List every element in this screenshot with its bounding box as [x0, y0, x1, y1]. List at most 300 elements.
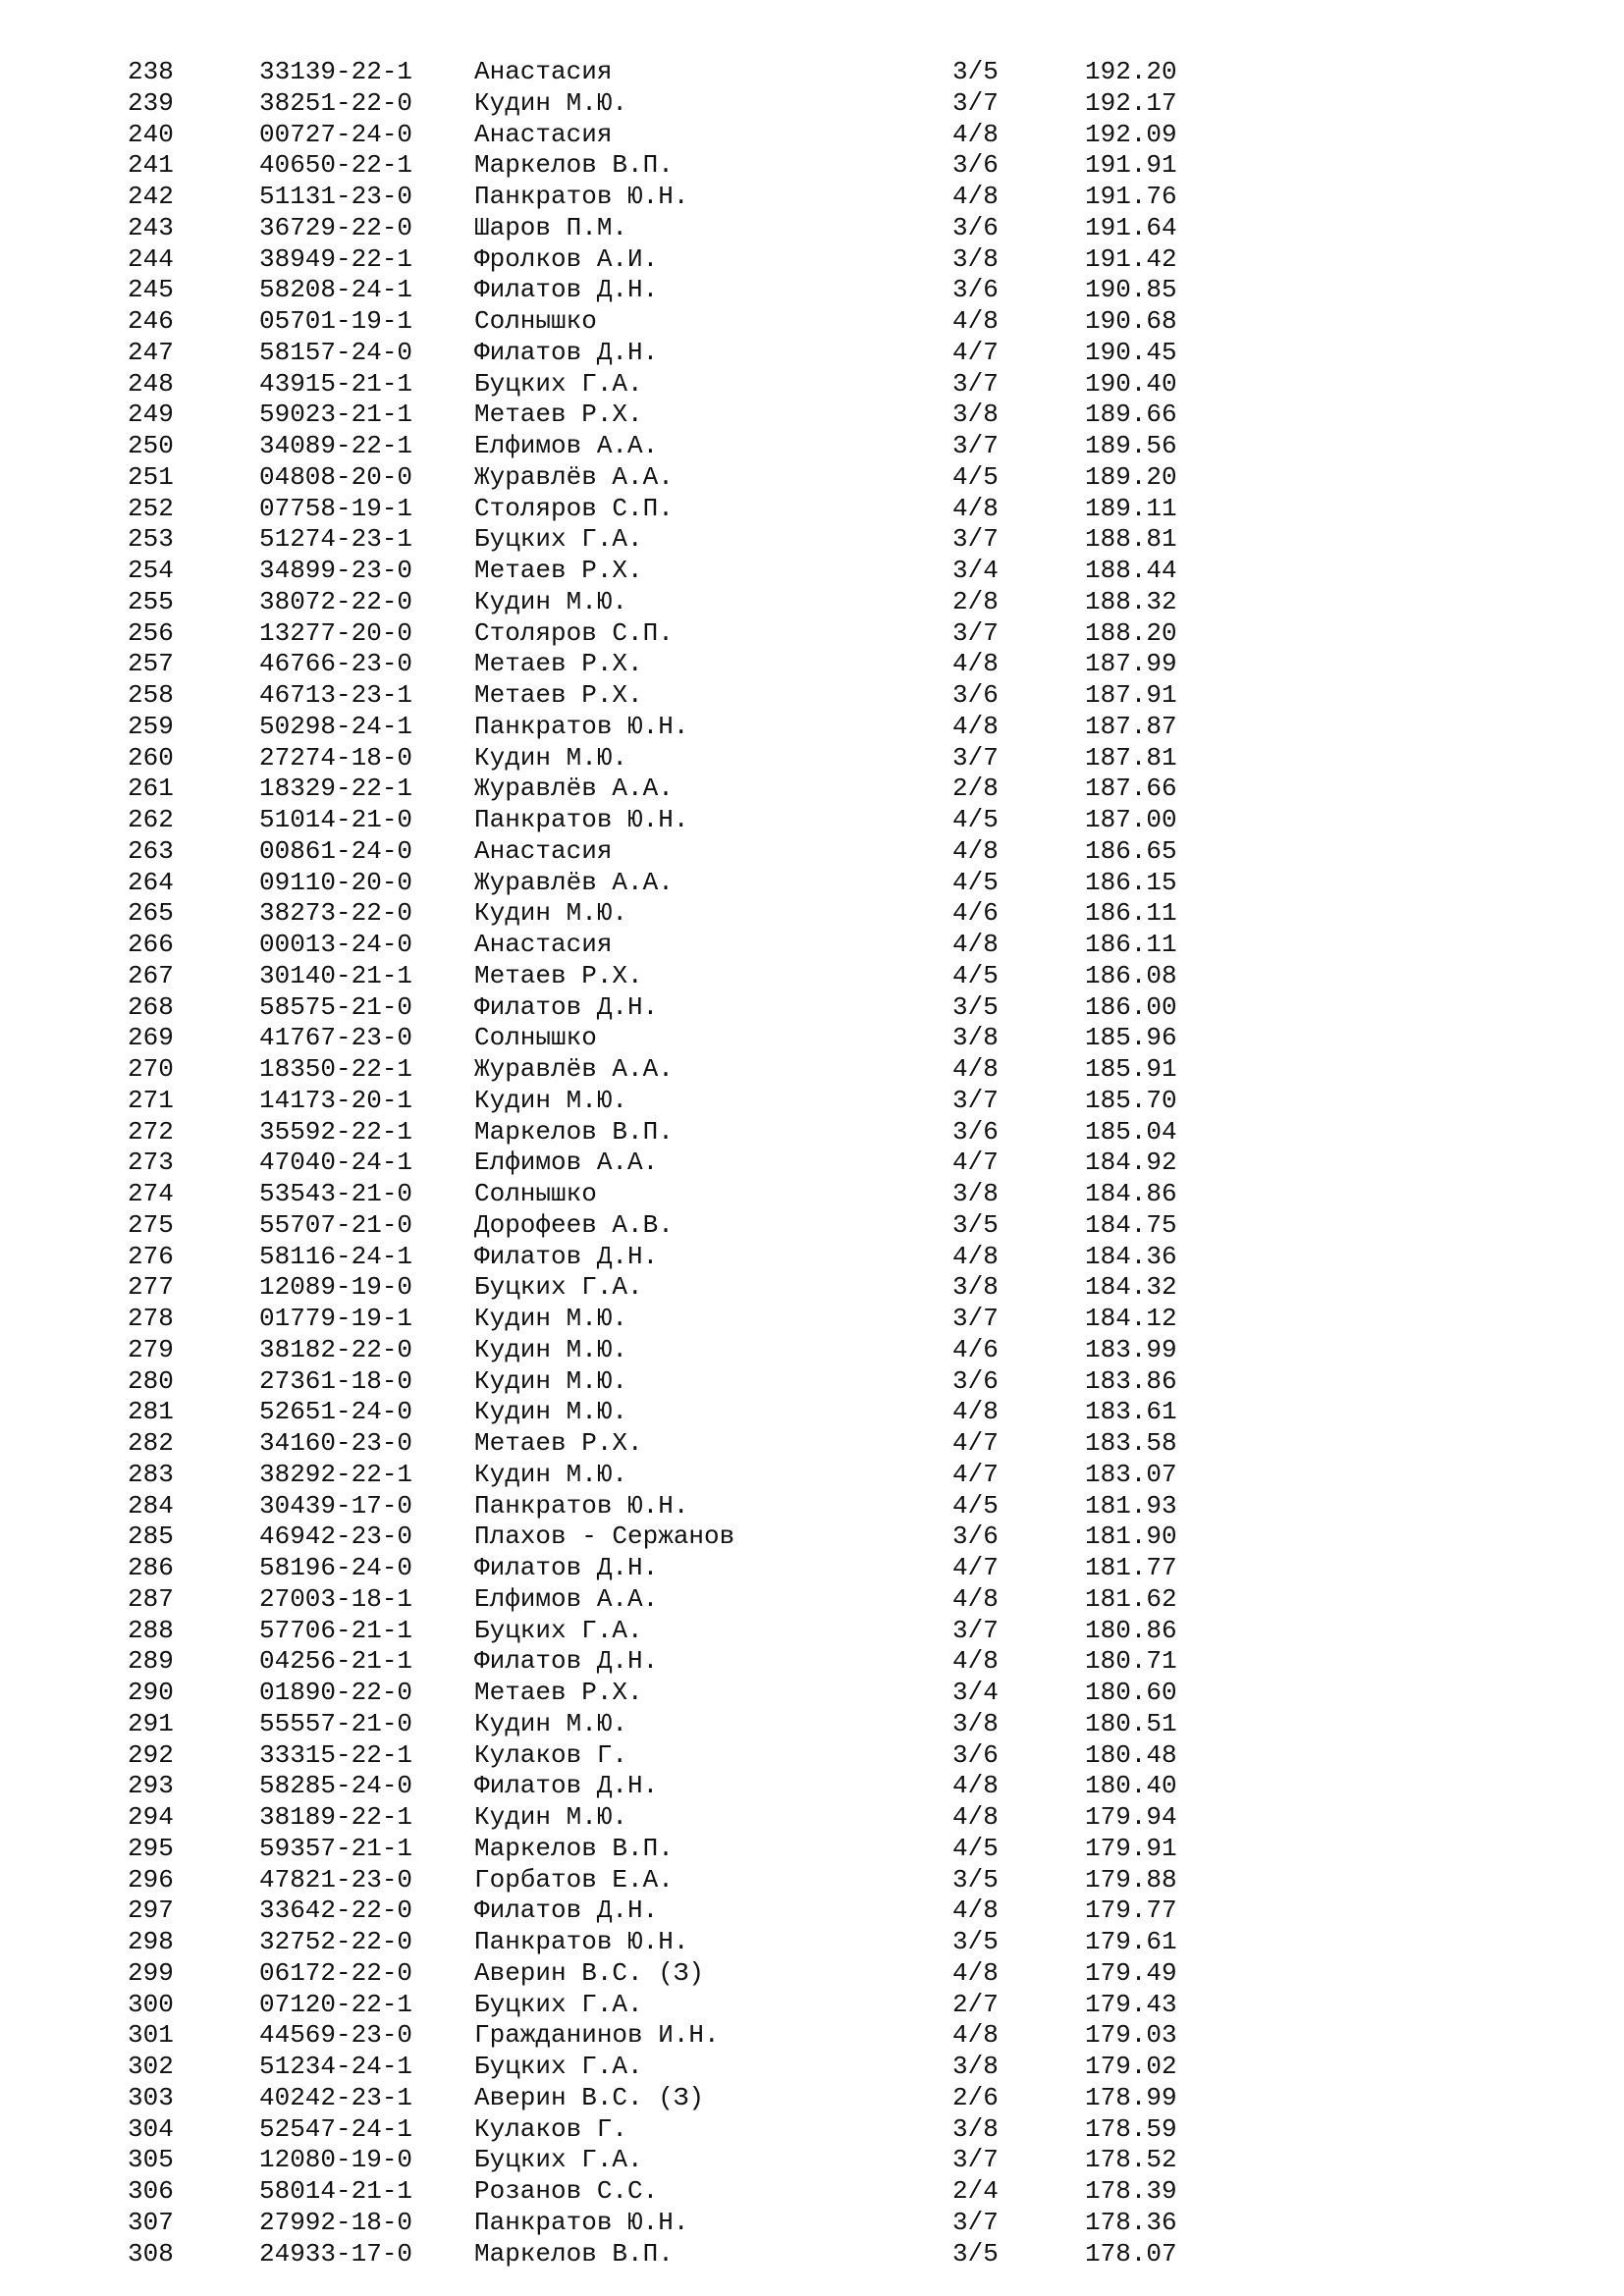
list-item — [0, 338, 1624, 369]
ratio-cell: 3/8 — [952, 1179, 999, 1208]
ratio-cell: 4/8 — [952, 493, 999, 523]
id-cell: 01779-19-1 — [259, 1304, 413, 1333]
name-cell: Метаев Р.Х. — [474, 1678, 643, 1707]
score-cell: 181.90 — [1085, 1522, 1177, 1552]
id-cell: 46942-23-0 — [259, 1522, 413, 1552]
ratio-cell: 3/8 — [952, 2052, 999, 2081]
rank-cell: 274 — [128, 1179, 174, 1208]
ratio-cell: 4/8 — [952, 1771, 999, 1801]
rank-cell: 265 — [128, 898, 174, 929]
list-item — [0, 1086, 1624, 1117]
score-cell: 185.96 — [1085, 1023, 1177, 1053]
list-item — [0, 120, 1624, 151]
rank-cell: 264 — [128, 867, 174, 897]
score-cell: 186.15 — [1085, 867, 1177, 897]
id-cell: 55557-21-0 — [259, 1708, 413, 1738]
score-cell: 192.09 — [1085, 119, 1177, 149]
rank-cell: 291 — [128, 1708, 174, 1738]
list-item — [0, 712, 1624, 743]
name-cell: Кудин М.Ю. — [474, 1397, 628, 1427]
rank-cell: 288 — [128, 1615, 174, 1645]
list-item — [0, 1646, 1624, 1678]
score-cell: 178.39 — [1085, 2176, 1177, 2206]
rank-cell: 243 — [128, 212, 174, 242]
ratio-cell: 3/7 — [952, 368, 999, 399]
list-item — [0, 1397, 1624, 1428]
rank-cell: 240 — [128, 119, 174, 149]
rank-cell: 294 — [128, 1802, 174, 1832]
list-item — [0, 587, 1624, 618]
rank-cell: 275 — [128, 1209, 174, 1240]
ratio-cell: 3/6 — [952, 680, 999, 710]
list-item — [0, 524, 1624, 556]
name-cell: Метаев Р.Х. — [474, 400, 643, 430]
score-cell: 181.77 — [1085, 1553, 1177, 1582]
id-cell: 43915-21-1 — [259, 368, 413, 399]
list-item — [0, 1896, 1624, 1927]
list-item — [0, 431, 1624, 462]
rank-cell: 267 — [128, 960, 174, 990]
ratio-cell: 3/5 — [952, 1209, 999, 1240]
list-item — [0, 462, 1624, 494]
name-cell: Филатов Д.Н. — [474, 1553, 659, 1582]
score-cell: 178.99 — [1085, 2082, 1177, 2112]
list-item — [0, 494, 1624, 525]
ratio-cell: 4/8 — [952, 2020, 999, 2051]
name-cell: Метаев Р.Х. — [474, 556, 643, 585]
id-cell: 13277-20-0 — [259, 617, 413, 648]
name-cell: Филатов Д.Н. — [474, 1241, 659, 1271]
rank-cell: 287 — [128, 1583, 174, 1614]
score-cell: 185.91 — [1085, 1054, 1177, 1084]
list-item — [0, 805, 1624, 836]
list-item — [0, 1272, 1624, 1304]
rank-cell: 296 — [128, 1864, 174, 1895]
list-item — [0, 1491, 1624, 1522]
name-cell: Аверин В.С. (З) — [474, 2082, 705, 2112]
ratio-cell: 3/6 — [952, 275, 999, 305]
ratio-cell: 4/8 — [952, 835, 999, 866]
ratio-cell: 3/7 — [952, 1615, 999, 1645]
name-cell: Панкратов Ю.Н. — [474, 1927, 689, 1956]
rank-cell: 262 — [128, 805, 174, 834]
ratio-cell: 3/8 — [952, 400, 999, 430]
ratio-cell: 2/4 — [952, 2176, 999, 2206]
id-cell: 27274-18-0 — [259, 742, 413, 773]
rank-cell: 271 — [128, 1085, 174, 1115]
rank-cell: 246 — [128, 306, 174, 336]
id-cell: 00861-24-0 — [259, 835, 413, 866]
name-cell: Филатов Д.Н. — [474, 337, 659, 367]
ratio-cell: 4/8 — [952, 1054, 999, 1084]
rank-cell: 273 — [128, 1148, 174, 1178]
list-item — [0, 2145, 1624, 2176]
rank-cell: 307 — [128, 2207, 174, 2237]
list-item — [0, 1865, 1624, 1896]
score-cell: 186.11 — [1085, 898, 1177, 929]
rank-cell: 278 — [128, 1304, 174, 1333]
ratio-cell: 4/7 — [952, 1428, 999, 1458]
score-cell: 191.76 — [1085, 182, 1177, 211]
score-cell: 178.07 — [1085, 2238, 1177, 2269]
ratio-cell: 3/7 — [952, 1085, 999, 1115]
rank-cell: 280 — [128, 1365, 174, 1396]
rank-cell: 293 — [128, 1771, 174, 1801]
list-item — [0, 1179, 1624, 1210]
rank-cell: 290 — [128, 1678, 174, 1707]
ratio-cell: 3/7 — [952, 2145, 999, 2175]
score-cell: 184.36 — [1085, 1241, 1177, 1271]
rank-cell: 276 — [128, 1241, 174, 1271]
score-cell: 184.92 — [1085, 1148, 1177, 1178]
name-cell: Журавлёв А.А. — [474, 461, 674, 492]
id-cell: 57706-21-1 — [259, 1615, 413, 1645]
ratio-cell: 3/4 — [952, 1678, 999, 1707]
score-cell: 187.00 — [1085, 805, 1177, 834]
name-cell: Горбатов Е.А. — [474, 1864, 674, 1895]
score-cell: 184.12 — [1085, 1304, 1177, 1333]
score-cell: 187.87 — [1085, 711, 1177, 741]
ratio-cell: 3/5 — [952, 57, 999, 86]
rank-cell: 285 — [128, 1522, 174, 1552]
ratio-cell: 4/6 — [952, 898, 999, 929]
name-cell: Панкратов Ю.Н. — [474, 2207, 689, 2237]
ratio-cell: 4/8 — [952, 1896, 999, 1926]
score-cell: 180.86 — [1085, 1615, 1177, 1645]
ratio-cell: 3/8 — [952, 243, 999, 274]
id-cell: 32752-22-0 — [259, 1927, 413, 1956]
list-item — [0, 961, 1624, 992]
score-cell: 188.81 — [1085, 524, 1177, 555]
rank-cell: 292 — [128, 1739, 174, 1770]
id-cell: 58208-24-1 — [259, 275, 413, 305]
id-cell: 58196-24-0 — [259, 1553, 413, 1582]
name-cell: Аверин В.С. (З) — [474, 1957, 705, 1988]
ratio-cell: 3/5 — [952, 1927, 999, 1956]
ratio-cell: 3/7 — [952, 524, 999, 555]
rank-cell: 247 — [128, 337, 174, 367]
ratio-cell: 3/6 — [952, 1116, 999, 1147]
rank-cell: 304 — [128, 2113, 174, 2144]
list-item — [0, 1304, 1624, 1335]
score-cell: 179.49 — [1085, 1957, 1177, 1988]
score-cell: 181.93 — [1085, 1490, 1177, 1521]
ratio-cell: 3/7 — [952, 431, 999, 460]
list-item — [0, 1709, 1624, 1740]
id-cell: 07758-19-1 — [259, 493, 413, 523]
name-cell: Анастасия — [474, 930, 613, 959]
rank-cell: 266 — [128, 930, 174, 959]
score-cell: 184.75 — [1085, 1209, 1177, 1240]
ratio-cell: 3/8 — [952, 1023, 999, 1053]
name-cell: Розанов С.С. — [474, 2176, 659, 2206]
id-cell: 58014-21-1 — [259, 2176, 413, 2206]
score-cell: 178.52 — [1085, 2145, 1177, 2175]
list-item — [0, 774, 1624, 805]
name-cell: Буцких Г.А. — [474, 1615, 643, 1645]
list-item — [0, 57, 1624, 88]
list-item — [0, 2208, 1624, 2239]
list-item — [0, 182, 1624, 213]
ratio-cell: 4/5 — [952, 960, 999, 990]
ratio-cell: 4/8 — [952, 1241, 999, 1271]
list-item — [0, 1802, 1624, 1834]
list-item — [0, 150, 1624, 182]
score-cell: 184.86 — [1085, 1179, 1177, 1208]
id-cell: 34089-22-1 — [259, 431, 413, 460]
rank-cell: 272 — [128, 1116, 174, 1147]
id-cell: 38189-22-1 — [259, 1802, 413, 1832]
id-cell: 33642-22-0 — [259, 1896, 413, 1926]
id-cell: 46713-23-1 — [259, 680, 413, 710]
id-cell: 01890-22-0 — [259, 1678, 413, 1707]
rank-cell: 301 — [128, 2020, 174, 2051]
name-cell: Столяров С.П. — [474, 617, 674, 648]
list-item — [0, 1023, 1624, 1054]
ratio-cell: 3/7 — [952, 87, 999, 118]
list-item — [0, 1460, 1624, 1491]
name-cell: Кудин М.Ю. — [474, 1085, 628, 1115]
score-cell: 178.59 — [1085, 2113, 1177, 2144]
id-cell: 55707-21-0 — [259, 1209, 413, 1240]
id-cell: 04808-20-0 — [259, 461, 413, 492]
score-cell: 180.40 — [1085, 1771, 1177, 1801]
score-cell: 188.32 — [1085, 586, 1177, 616]
name-cell: Буцких Г.А. — [474, 1272, 643, 1303]
list-item — [0, 213, 1624, 244]
list-item — [0, 1990, 1624, 2021]
rank-cell: 305 — [128, 2145, 174, 2175]
score-cell: 184.32 — [1085, 1272, 1177, 1303]
name-cell: Кудин М.Ю. — [474, 898, 628, 929]
score-cell: 183.61 — [1085, 1397, 1177, 1427]
score-cell: 179.43 — [1085, 1989, 1177, 2019]
id-cell: 59023-21-1 — [259, 400, 413, 430]
id-cell: 38273-22-0 — [259, 898, 413, 929]
ratio-cell: 4/8 — [952, 1802, 999, 1832]
name-cell: Буцких Г.А. — [474, 368, 643, 399]
score-cell: 183.58 — [1085, 1428, 1177, 1458]
list-item — [0, 1335, 1624, 1366]
rank-cell: 270 — [128, 1054, 174, 1084]
ratio-cell: 3/8 — [952, 2113, 999, 2144]
id-cell: 12080-19-0 — [259, 2145, 413, 2175]
id-cell: 27992-18-0 — [259, 2207, 413, 2237]
score-cell: 180.48 — [1085, 1739, 1177, 1770]
id-cell: 58157-24-0 — [259, 337, 413, 367]
name-cell: Метаев Р.Х. — [474, 960, 643, 990]
rank-cell: 284 — [128, 1490, 174, 1521]
id-cell: 51234-24-1 — [259, 2052, 413, 2081]
name-cell: Панкратов Ю.Н. — [474, 805, 689, 834]
score-cell: 179.91 — [1085, 1833, 1177, 1863]
score-cell: 189.20 — [1085, 461, 1177, 492]
id-cell: 52547-24-1 — [259, 2113, 413, 2144]
rank-cell: 260 — [128, 742, 174, 773]
list-item — [0, 1242, 1624, 1273]
list-item — [0, 1834, 1624, 1865]
list-item — [0, 992, 1624, 1024]
name-cell: Анастасия — [474, 119, 613, 149]
list-item — [0, 1771, 1624, 1802]
id-cell: 33315-22-1 — [259, 1739, 413, 1770]
ratio-cell: 2/7 — [952, 1989, 999, 2019]
score-cell: 179.61 — [1085, 1927, 1177, 1956]
id-cell: 35592-22-1 — [259, 1116, 413, 1147]
rank-cell: 268 — [128, 991, 174, 1022]
ratio-cell: 4/7 — [952, 1148, 999, 1178]
name-cell: Маркелов В.П. — [474, 1116, 674, 1147]
rank-cell: 303 — [128, 2082, 174, 2112]
ratio-cell: 2/6 — [952, 2082, 999, 2112]
rank-cell: 251 — [128, 461, 174, 492]
rank-cell: 277 — [128, 1272, 174, 1303]
ratio-cell: 3/7 — [952, 2207, 999, 2237]
name-cell: Панкратов Ю.Н. — [474, 182, 689, 211]
rank-cell: 238 — [128, 57, 174, 86]
rank-cell: 250 — [128, 431, 174, 460]
id-cell: 44569-23-0 — [259, 2020, 413, 2051]
id-cell: 34899-23-0 — [259, 556, 413, 585]
list-item — [0, 2083, 1624, 2114]
id-cell: 00727-24-0 — [259, 119, 413, 149]
list-item — [0, 1927, 1624, 1958]
id-cell: 24933-17-0 — [259, 2238, 413, 2269]
name-cell: Анастасия — [474, 835, 613, 866]
name-cell: Солнышко — [474, 1023, 597, 1053]
name-cell: Кудин М.Ю. — [474, 1802, 628, 1832]
ratio-cell: 4/8 — [952, 1957, 999, 1988]
name-cell: Филатов Д.Н. — [474, 991, 659, 1022]
rank-cell: 302 — [128, 2052, 174, 2081]
score-cell: 186.00 — [1085, 991, 1177, 1022]
name-cell: Солнышко — [474, 306, 597, 336]
ratio-cell: 4/8 — [952, 182, 999, 211]
ratio-cell: 3/6 — [952, 150, 999, 181]
ratio-cell: 4/8 — [952, 1646, 999, 1677]
rank-cell: 259 — [128, 711, 174, 741]
name-cell: Филатов Д.Н. — [474, 1646, 659, 1677]
score-cell: 191.64 — [1085, 212, 1177, 242]
list-item — [0, 1148, 1624, 1179]
rank-cell: 298 — [128, 1927, 174, 1956]
name-cell: Метаев Р.Х. — [474, 680, 643, 710]
ratio-cell: 4/5 — [952, 805, 999, 834]
id-cell: 47821-23-0 — [259, 1864, 413, 1895]
ratio-cell: 3/7 — [952, 617, 999, 648]
ratio-cell: 4/7 — [952, 1553, 999, 1582]
name-cell: Гражданинов И.Н. — [474, 2020, 720, 2051]
ratio-cell: 3/6 — [952, 1739, 999, 1770]
ratio-cell: 3/6 — [952, 1365, 999, 1396]
id-cell: 27003-18-1 — [259, 1583, 413, 1614]
name-cell: Метаев Р.Х. — [474, 649, 643, 679]
id-cell: 51014-21-0 — [259, 805, 413, 834]
score-cell: 179.03 — [1085, 2020, 1177, 2051]
score-cell: 190.45 — [1085, 337, 1177, 367]
list-item — [0, 930, 1624, 961]
ratio-cell: 4/6 — [952, 1334, 999, 1364]
ratio-cell: 4/5 — [952, 1833, 999, 1863]
score-cell: 187.91 — [1085, 680, 1177, 710]
id-cell: 06172-22-0 — [259, 1957, 413, 1988]
ratio-cell: 3/4 — [952, 556, 999, 585]
name-cell: Столяров С.П. — [474, 493, 674, 523]
score-cell: 191.42 — [1085, 243, 1177, 274]
list-item — [0, 680, 1624, 712]
score-cell: 190.85 — [1085, 275, 1177, 305]
score-cell: 185.04 — [1085, 1116, 1177, 1147]
rank-cell: 258 — [128, 680, 174, 710]
name-cell: Маркелов В.П. — [474, 1833, 674, 1863]
list-item — [0, 1616, 1624, 1647]
id-cell: 38949-22-1 — [259, 243, 413, 274]
rank-cell: 279 — [128, 1334, 174, 1364]
id-cell: 30439-17-0 — [259, 1490, 413, 1521]
score-cell: 188.44 — [1085, 556, 1177, 585]
rank-cell: 253 — [128, 524, 174, 555]
score-cell: 179.77 — [1085, 1896, 1177, 1926]
name-cell: Кудин М.Ю. — [474, 1459, 628, 1489]
list-item — [0, 743, 1624, 774]
rank-cell: 256 — [128, 617, 174, 648]
rank-cell: 269 — [128, 1023, 174, 1053]
rank-cell: 306 — [128, 2176, 174, 2206]
id-cell: 00013-24-0 — [259, 930, 413, 959]
id-cell: 30140-21-1 — [259, 960, 413, 990]
rank-cell: 261 — [128, 774, 174, 804]
list-item — [0, 88, 1624, 120]
list-item — [0, 1522, 1624, 1553]
id-cell: 47040-24-1 — [259, 1148, 413, 1178]
list-item — [0, 868, 1624, 899]
id-cell: 38182-22-0 — [259, 1334, 413, 1364]
score-cell: 186.11 — [1085, 930, 1177, 959]
list-item — [0, 1958, 1624, 1990]
list-item — [0, 898, 1624, 930]
score-cell: 178.36 — [1085, 2207, 1177, 2237]
list-item — [0, 1054, 1624, 1086]
id-cell: 51131-23-0 — [259, 182, 413, 211]
name-cell: Журавлёв А.А. — [474, 1054, 674, 1084]
id-cell: 09110-20-0 — [259, 867, 413, 897]
id-cell: 33139-22-1 — [259, 57, 413, 86]
list-item — [0, 1553, 1624, 1584]
ratio-cell: 4/8 — [952, 306, 999, 336]
list-item — [0, 1428, 1624, 1460]
ratio-cell: 3/6 — [952, 1522, 999, 1552]
id-cell: 58285-24-0 — [259, 1771, 413, 1801]
score-cell: 179.94 — [1085, 1802, 1177, 1832]
list-item — [0, 244, 1624, 276]
score-cell: 183.86 — [1085, 1365, 1177, 1396]
score-cell: 180.60 — [1085, 1678, 1177, 1707]
list-item — [0, 1117, 1624, 1148]
name-cell: Панкратов Ю.Н. — [474, 1490, 689, 1521]
score-cell: 187.66 — [1085, 774, 1177, 804]
list-item — [0, 1678, 1624, 1709]
id-cell: 40242-23-1 — [259, 2082, 413, 2112]
score-cell: 189.66 — [1085, 400, 1177, 430]
name-cell: Плахов - Сержанов — [474, 1522, 735, 1552]
rank-cell: 299 — [128, 1957, 174, 1988]
name-cell: Кудин М.Ю. — [474, 1334, 628, 1364]
name-cell: Елфимов А.А. — [474, 1583, 659, 1614]
id-cell: 59357-21-1 — [259, 1833, 413, 1863]
rank-cell: 245 — [128, 275, 174, 305]
results-list — [0, 57, 1624, 2269]
name-cell: Кудин М.Ю. — [474, 586, 628, 616]
